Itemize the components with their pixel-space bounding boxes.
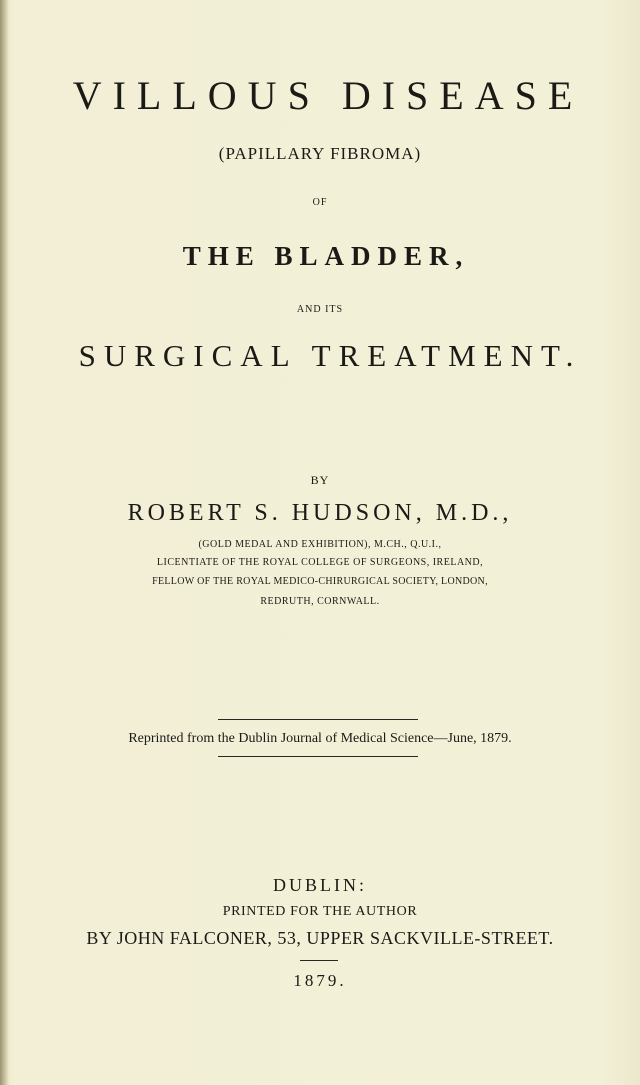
- connector-of: OF: [312, 197, 328, 208]
- imprint-printer: BY JOHN FALCONER, 53, UPPER SACKVILLE-STREET.: [86, 928, 554, 948]
- credential-line: FELLOW OF THE ROYAL MEDICO-CHIRURGICAL SOCIETY, LONDON,: [152, 576, 488, 587]
- imprint-city: DUBLIN:: [273, 875, 367, 895]
- reprint-note: Reprinted from the Dublin Journal of Medical Science—June, 1879.: [128, 731, 512, 746]
- divider-rule-top: [218, 719, 418, 720]
- imprint-year: 1879.: [293, 971, 347, 990]
- imprint-printed-for: PRINTED FOR THE AUTHOR: [222, 904, 418, 919]
- title-line-the-bladder: THE BLADDER,: [182, 241, 470, 271]
- credential-line: REDRUTH, CORNWALL.: [260, 596, 380, 607]
- subtitle-papillary-fibroma: (PAPILLARY FIBROMA): [218, 144, 422, 163]
- title-line-surgical-treatment: SURGICAL TREATMENT.: [78, 338, 582, 373]
- author-name: ROBERT S. HUDSON, M.D.,: [127, 500, 513, 526]
- title-line-villous-disease: VILLOUS DISEASE: [72, 73, 584, 118]
- divider-rule-bottom: [218, 756, 418, 757]
- byline-by: BY: [310, 473, 330, 487]
- credential-line: (GOLD MEDAL AND EXHIBITION), M.CH., Q.U.I.,: [198, 539, 442, 550]
- connector-and-its: AND ITS: [296, 304, 344, 315]
- divider-rule-short: [300, 960, 338, 961]
- credential-line: LICENTIATE OF THE ROYAL COLLEGE OF SURGEONS, IRELAND,: [156, 557, 484, 568]
